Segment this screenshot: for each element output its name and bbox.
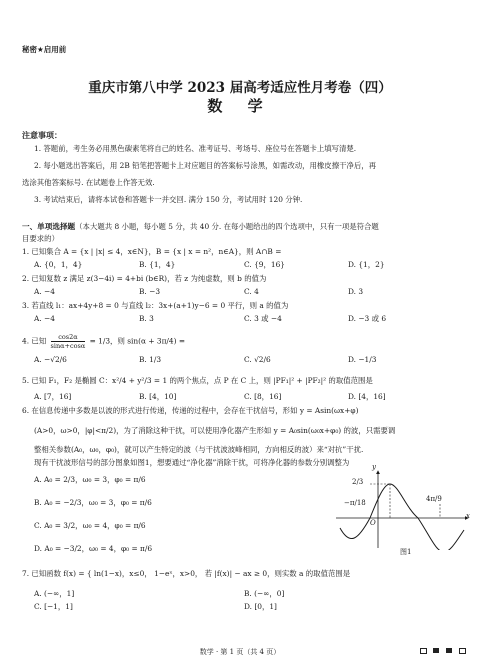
- figure-y-tick: 2/3: [352, 478, 364, 486]
- q4-option-a: A. −√2/6: [34, 355, 67, 364]
- section-1-header: [22, 222, 379, 232]
- section-1-title: 一、单项选择题: [22, 222, 76, 231]
- q5-option-a: A. [7，16]: [34, 392, 72, 401]
- section-1-desc: （本大题共 8 小题，每小题 5 分，共 40 分. 在每小题给出的四个选项中，只有一项是符合题: [75, 222, 379, 231]
- q6-option-c: C. A₀ = 3/2，ω₀ = 4，φ₀ = π/6: [34, 521, 146, 530]
- confidential-label: 秘密★启用前: [22, 45, 67, 54]
- footer-square-filled-2: [446, 648, 452, 653]
- figure-x-label: x: [466, 512, 470, 520]
- question-6-line-4: 现有干扰波形信号的部分图象如图1，想要通过“净化器”消除干扰，可将净化器的参数分别调整为: [34, 458, 350, 467]
- q2-option-b: B. −3: [139, 287, 161, 296]
- footer-square-empty-2: [459, 648, 466, 654]
- exam-title: 重庆市第八中学 2023 届高考适应性月考卷（四）: [88, 80, 392, 96]
- note-2-cont: 选涂其他答案标号. 在试题卷上作答无效.: [22, 178, 155, 187]
- q4-mid: = 1/3，则 sin(α + 3π/4) =: [89, 336, 186, 346]
- section-1-desc-cont: 目要求的）: [22, 234, 59, 243]
- footer-square-empty-1: [420, 648, 427, 654]
- question-3-stem: 3. 若直线 l₁：ax+4y+8 = 0 与直线 l₂：3x+(a+1)y−6 = 0 平行，则 a 的值为: [22, 301, 289, 310]
- q4-option-c: C. √2/6: [244, 355, 271, 364]
- q4-frac-numerator: cos2α: [51, 333, 86, 342]
- q7-option-b: B. (−∞，0]: [244, 589, 285, 598]
- question-2-stem: 2. 已知复数 z 满足 z(3−4i) = 4+bi (b∈R)，若 z 为纯虚数，则 b 的值为: [22, 274, 267, 283]
- question-7-stem: 7. 已知函数 f(x) = { ln(1−x)，x≤0， 1−eˣ，x>0， 若 |f(x)| − ax ≥ 0，则实数 a 的取值范围是: [22, 569, 351, 578]
- q1-option-a: A. {0，1，4}: [34, 260, 83, 269]
- q7-option-c: C. [−1，1]: [34, 602, 73, 611]
- q2-option-c: C. 4: [244, 287, 259, 296]
- q4-pre: 4. 已知: [22, 336, 47, 346]
- q5-option-d: D. [4，16]: [348, 392, 386, 401]
- q2-option-d: D. 3: [348, 287, 364, 296]
- footer-square-filled-1: [433, 648, 439, 653]
- q6-option-b: B. A₀ = −2/3，ω₀ = 3，φ₀ = π/6: [34, 498, 152, 507]
- figure-y-label: y: [372, 463, 376, 471]
- q3-option-c: C. 3 或 −4: [244, 314, 282, 323]
- q2-option-a: A. −4: [34, 287, 55, 296]
- note-1: 1. 答题前，考生务必用黑色碳素笔将自己的姓名、准考证号、考场号、座位号在答题卡上填写清楚.: [34, 144, 357, 153]
- figure-origin-label: O: [370, 519, 376, 527]
- question-6-line-2: (A>0，ω>0，|φ|<π/2)，为了消除这种干扰，可以使用净化器产生形如 y = A₀sin(ω₀x+φ₀) 的波，只需要调: [34, 426, 396, 435]
- question-4-stem: [22, 333, 185, 350]
- q1-option-c: C. {9，16}: [244, 260, 285, 269]
- q4-frac-denominator: sinα+cosα: [50, 342, 86, 350]
- q3-option-d: D. −3 或 6: [348, 314, 387, 323]
- q7-option-a: A. (−∞，1]: [34, 589, 75, 598]
- wave-curve: [340, 484, 464, 550]
- figure-x-tick-left: −π/18: [344, 499, 366, 507]
- notes-heading: 注意事项：: [22, 131, 62, 140]
- q3-option-b: B. 3: [139, 314, 154, 323]
- q4-option-d: D. −1/3: [348, 355, 377, 364]
- question-6-line-1: 6. 在信息传递中多数是以波的形式进行传递，传递的过程中，会存在干扰信号，形如 y = Asin(ωx+φ): [22, 406, 359, 415]
- question-1-stem: 1. 已知集合 A = {x | |x| ≤ 4，x∈N}，B = {x | x = n²，n∈A}，则 A∩B =: [22, 247, 282, 256]
- q3-option-a: A. −4: [34, 314, 55, 323]
- figure-caption: 图1: [400, 548, 412, 556]
- q1-option-b: B. {1，4}: [139, 260, 176, 269]
- q6-option-a: A. A₀ = 2/3，ω₀ = 3，φ₀ = π/6: [34, 475, 146, 484]
- q4-option-b: B. 1/3: [139, 355, 162, 364]
- figure-x-tick-right: 4π/9: [426, 495, 442, 503]
- note-2: 2. 每小题选出答案后，用 2B 铅笔把答题卡上对应题目的答案标号涂黑，如需改动，用橡皮擦干净后，再: [34, 161, 377, 170]
- question-6-line-3: 整相关参数(A₀，ω₀，φ₀)，就可以产生特定的波（与干扰波波峰相同，方向相反的波）来“对抗”干扰.: [34, 445, 364, 454]
- page-footer: 数学 · 第 1 页（共 4 页）: [199, 648, 281, 656]
- question-5-stem: 5. 已知 F₁，F₂ 是椭圆 C：x²/4 + y²/3 = 1 的两个焦点，点 P 在 C 上，则 |PF₁|² + |PF₂|² 的取值范围是: [22, 376, 373, 385]
- q5-option-c: C. [8，16]: [244, 392, 282, 401]
- exam-subject: 数 学: [207, 97, 273, 115]
- q1-option-d: D. {1，2}: [348, 260, 385, 269]
- note-3: 3. 考试结束后，请将本试卷和答题卡一并交回. 满分 150 分，考试用时 120 分钟.: [34, 195, 303, 204]
- q5-option-b: B. [4，10]: [139, 392, 177, 401]
- q4-fraction: [51, 333, 86, 350]
- q7-option-d: D. [0，1]: [244, 602, 277, 611]
- q6-option-d: D. A₀ = −3/2，ω₀ = 4，φ₀ = π/6: [34, 544, 153, 553]
